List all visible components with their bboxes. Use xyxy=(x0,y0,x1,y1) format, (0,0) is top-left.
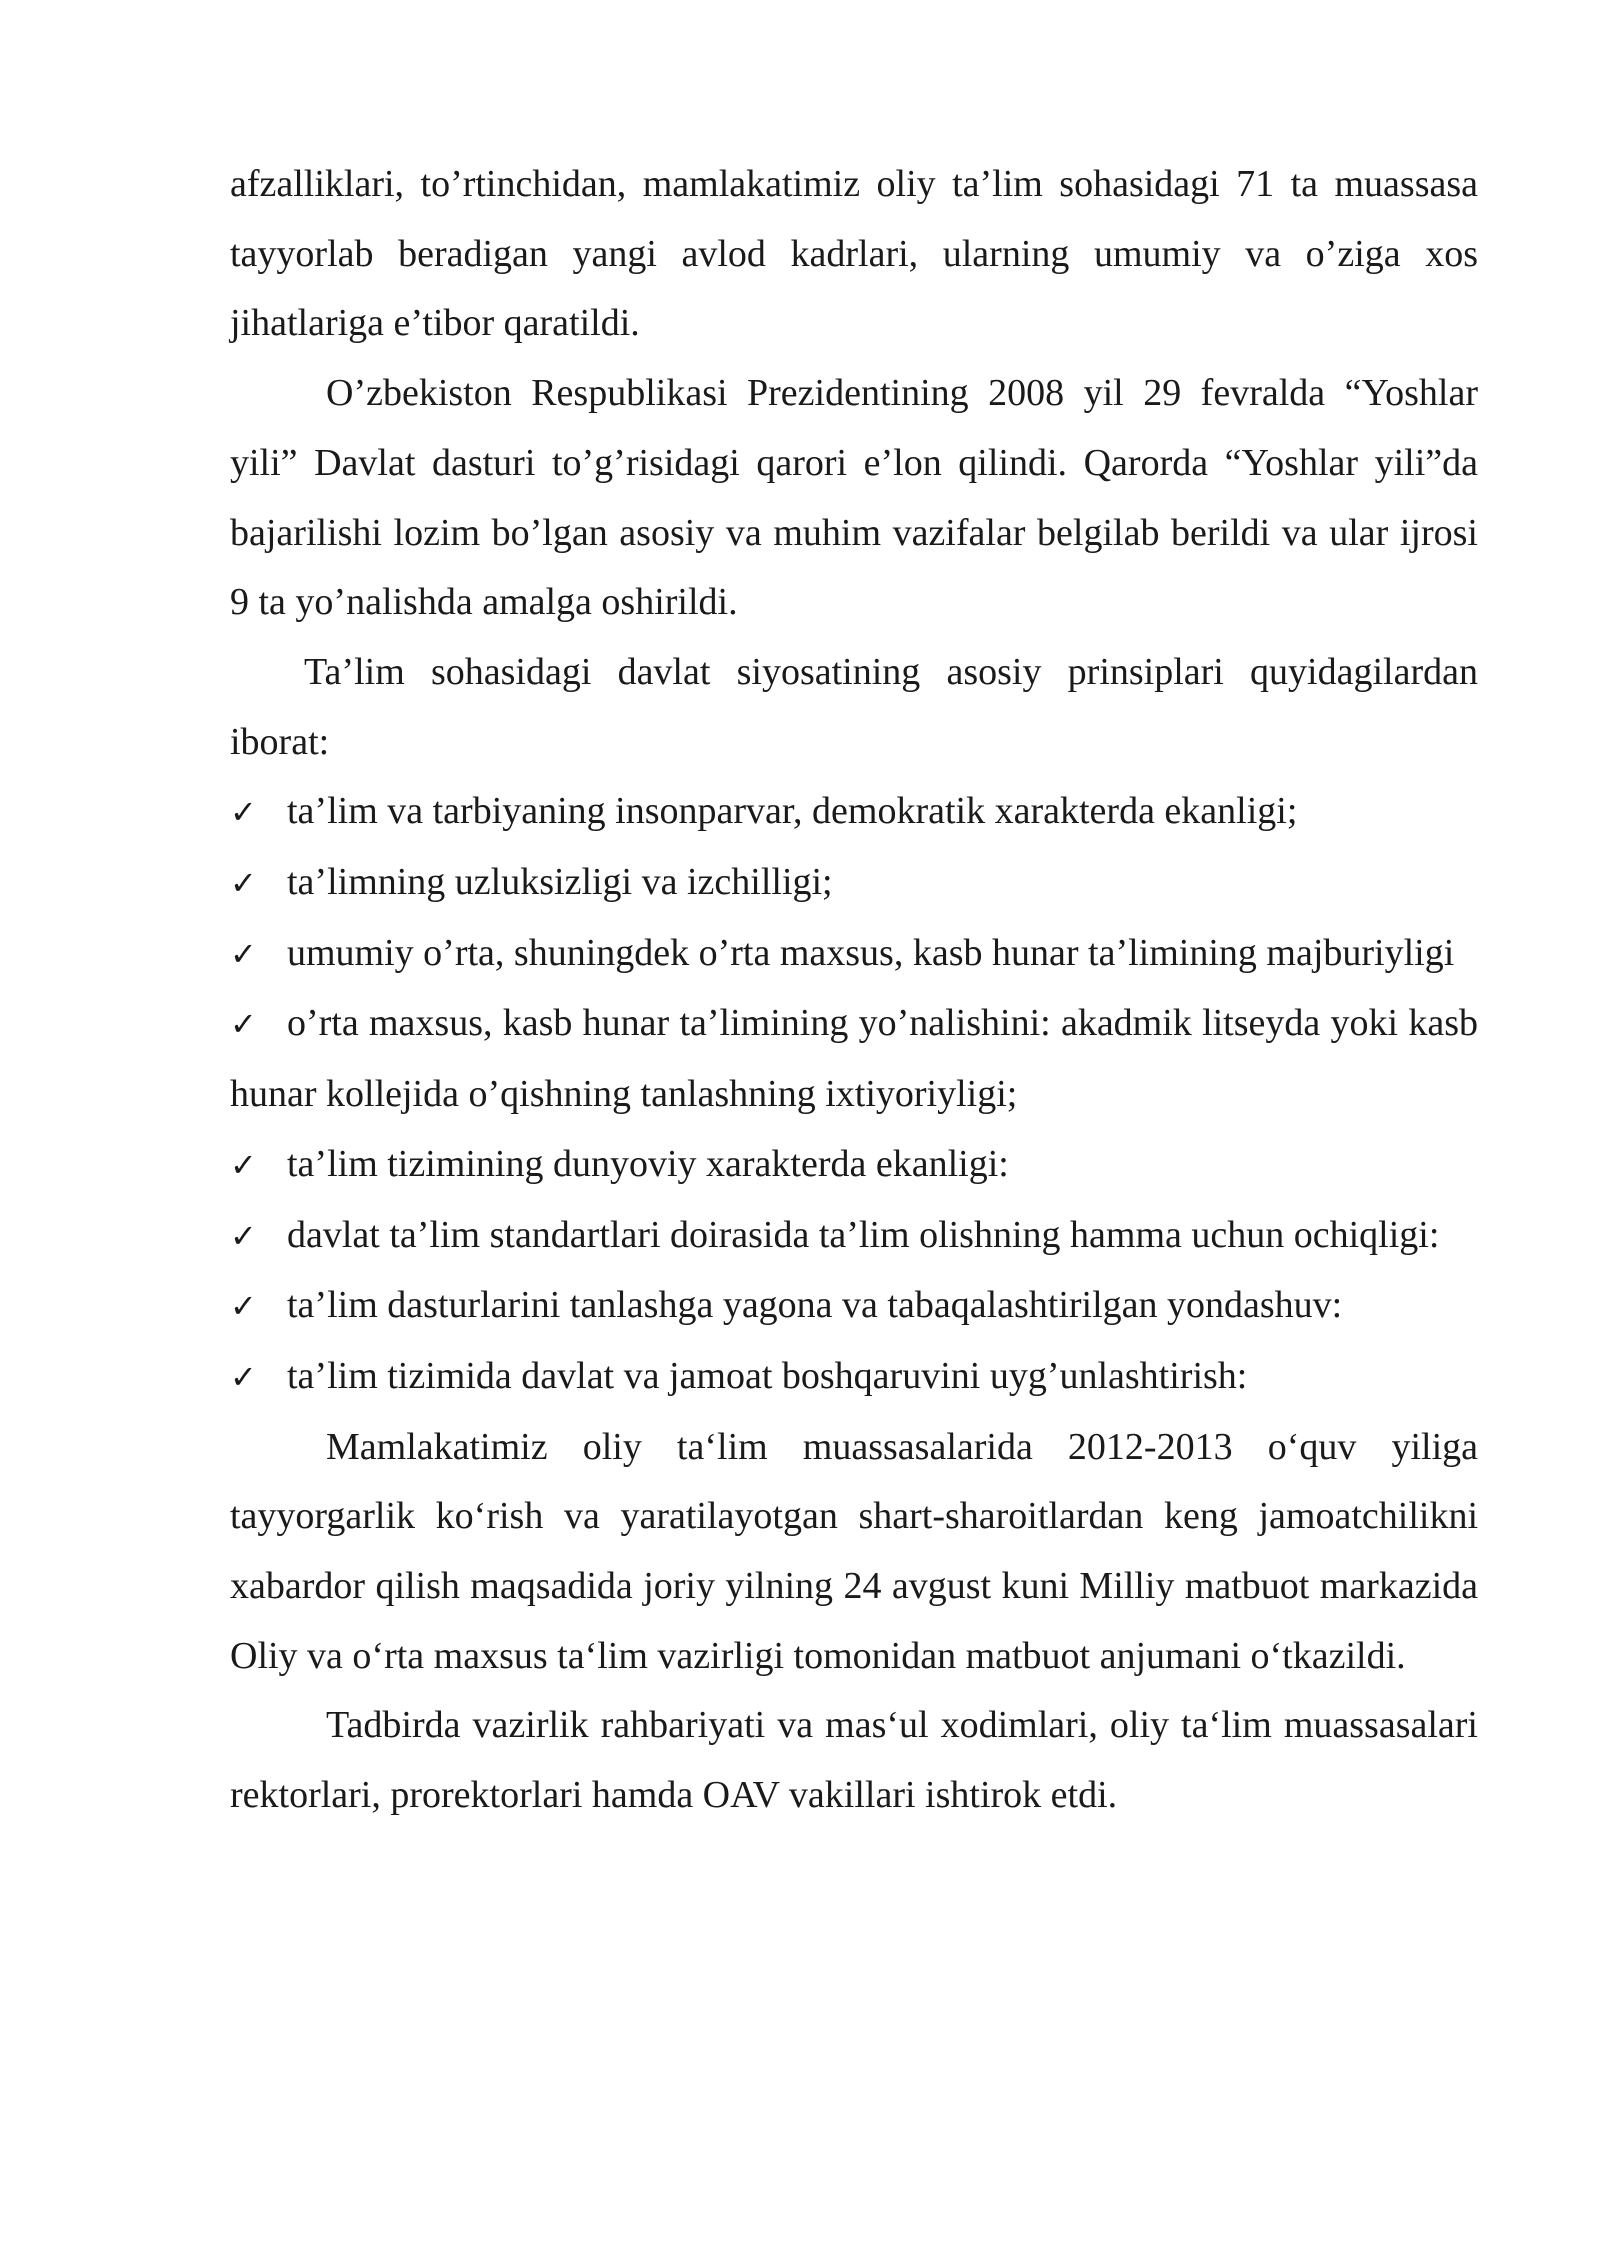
list-item xyxy=(230,1201,1478,1272)
check-mark-icon: ✓ xyxy=(230,864,257,903)
list-item xyxy=(230,1271,1478,1342)
check-mark-icon: ✓ xyxy=(230,793,257,832)
principles-list xyxy=(230,777,1478,1412)
list-item-text: o’rta maxsus, kasb hunar ta’limining yo’nalishini: akadmik litseyda yoki kasb hunar kollejida o’qishning tanlashning ixtiyoriyligi; xyxy=(230,1002,1478,1116)
list-item-text: ta’lim tizimining dunyoviy xarakterda ekanligi: xyxy=(287,1142,1009,1185)
paragraph-event-participants: Tadbirda vazirlik rahbariyati va mas‘ul xodimlari, oliy ta‘lim muassasalari rektorlari, prorektorlari hamda OAV vakillari ishtirok etdi. xyxy=(230,1704,1478,1817)
document-page xyxy=(230,150,1478,1831)
paragraph-youth-year-decree: O’zbekiston Respublikasi Prezidentining 2008 yil 29 fevralda “Yoshlar yili” Davlat dasturi to’g’risidagi qarori e’lon qilindi. Qarorda “Yoshlar yili”da bajarilishi lozim bo’lgan asosiy va muhim vazifalar belgilab berildi va ular ijrosi 9 ta yo’nalishda amalga oshirildi. xyxy=(230,372,1478,624)
list-item xyxy=(230,1342,1478,1413)
list-item xyxy=(230,1130,1478,1201)
list-item-text: ta’lim va tarbiyaning insonparvar, demokratik xarakterda ekanligi; xyxy=(287,790,1298,833)
paragraph-press-conference: Mamlakatimiz oliy ta‘lim muassasalarida 2012-2013 o‘quv yiliga tayyorgarlik ko‘rish va yaratilayotgan shart-sharoitlardan keng jamoatchilikni xabardor qilish maqsadida joriy yilning 24 avgust kuni Milliy matbuot markazida Oliy va o‘rta maxsus ta‘lim vazirligi tomonidan matbuot anjumani o‘tkazildi. xyxy=(230,1425,1478,1677)
paragraph-education-principles: Ta’lim sohasidagi davlat siyosatining asosiy prinsiplari quyidagilardan iborat: xyxy=(230,650,1478,763)
check-mark-icon: ✓ xyxy=(230,934,257,973)
list-item xyxy=(230,848,1478,919)
check-mark-icon: ✓ xyxy=(230,1145,257,1184)
list-item-text: ta’lim tizimida davlat va jamoat boshqaruvini uyg’unlashtirish: xyxy=(287,1354,1248,1397)
check-mark-icon: ✓ xyxy=(230,1005,257,1044)
list-item-text: ta’limning uzluksizligi va izchilligi; xyxy=(287,861,833,904)
list-item-text: davlat ta’lim standartlari doirasida ta’lim olishning hamma uchun ochiqligi: xyxy=(287,1213,1440,1256)
list-item-text: ta’lim dasturlarini tanlashga yagona va tabaqalashtirilgan yondashuv: xyxy=(287,1284,1343,1327)
check-mark-icon: ✓ xyxy=(230,1216,257,1255)
list-item-text: umumiy o’rta, shuningdek o’rta maxsus, kasb hunar ta’limining majburiyligi xyxy=(287,931,1455,974)
list-item xyxy=(230,777,1478,848)
check-mark-icon: ✓ xyxy=(230,1287,257,1326)
list-item xyxy=(230,989,1478,1129)
paragraph-intro-continued: afzalliklari, to’rtinchidan, mamlakatimiz oliy ta’lim sohasidagi 71 ta muassasa tayyorlab beradigan yangi avlod kadrlari, ularning umumiy va o’ziga xos jihatlariga e’tibor qaratildi. xyxy=(230,163,1478,345)
list-item xyxy=(230,919,1478,990)
check-mark-icon: ✓ xyxy=(230,1357,257,1396)
